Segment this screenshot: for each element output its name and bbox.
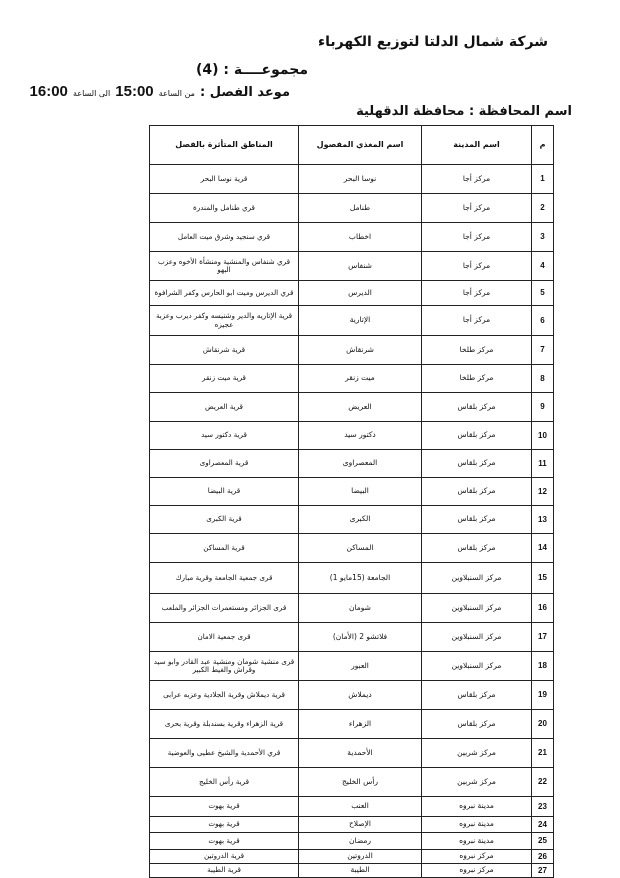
- row-feeder: المعصراوى: [299, 450, 422, 478]
- table-row: [150, 768, 554, 797]
- row-areas: قرية الزهراء وقرية بسندبلة وقرية بحرى: [150, 710, 299, 739]
- row-areas: قرية العريض: [150, 393, 299, 422]
- cut-label: موعد الفصل :: [200, 85, 290, 100]
- row-city: مدينة نبروه: [422, 817, 532, 833]
- row-areas: قرية الطيبة: [150, 864, 299, 878]
- row-city: مركز أجا: [422, 252, 532, 281]
- table-row: [150, 365, 554, 393]
- row-areas: قرية المساكن: [150, 534, 299, 563]
- table-row: [150, 563, 554, 594]
- row-city: مركز السنبلاوين: [422, 652, 532, 681]
- row-areas: قرية بهوت: [150, 817, 299, 833]
- row-number: 8: [532, 365, 554, 393]
- row-city: مركز طلخا: [422, 336, 532, 365]
- table-header-row: [150, 126, 554, 165]
- row-feeder: الدروتين: [299, 850, 422, 864]
- row-areas: قري الديرس وميت ابو الحارس وكفر الشرافوة: [150, 281, 299, 306]
- cut-schedule: [29, 81, 290, 100]
- row-number: 2: [532, 194, 554, 223]
- row-city: مركز بلقاس: [422, 681, 532, 710]
- row-number: 5: [532, 281, 554, 306]
- row-city: مركز أجا: [422, 194, 532, 223]
- row-areas: قرية البيضا: [150, 478, 299, 506]
- table-row: [150, 534, 554, 563]
- row-city: مركز أجا: [422, 306, 532, 336]
- row-feeder: ميت زنقر: [299, 365, 422, 393]
- table-row: [150, 850, 554, 864]
- row-city: مركز نبروه: [422, 850, 532, 864]
- row-number: 23: [532, 797, 554, 817]
- table-row: [150, 194, 554, 223]
- row-feeder: شومان: [299, 594, 422, 623]
- table-row: [150, 797, 554, 817]
- row-feeder: طنامل: [299, 194, 422, 223]
- governorate-title: اسم المحافظة : محافظة الدقهلية: [356, 104, 572, 119]
- row-number: 16: [532, 594, 554, 623]
- row-city: مركز أجا: [422, 281, 532, 306]
- row-areas: قري سنجيد وشرق ميت العامل: [150, 223, 299, 252]
- row-feeder: شنفاس: [299, 252, 422, 281]
- row-number: 17: [532, 623, 554, 652]
- table-row: [150, 817, 554, 833]
- row-feeder: نوسا البحر: [299, 165, 422, 194]
- row-number: 13: [532, 506, 554, 534]
- table-row: [150, 306, 554, 336]
- to-label: الى الساعة: [73, 89, 111, 98]
- row-number: 27: [532, 864, 554, 878]
- row-number: 25: [532, 833, 554, 850]
- row-areas: قرى الجزائر ومستعمرات الجزائر والملعب: [150, 594, 299, 623]
- row-areas: قرية ميت زنقر: [150, 365, 299, 393]
- row-city: مركز نبروه: [422, 864, 532, 878]
- row-areas: قرية بهوت: [150, 833, 299, 850]
- table-row: [150, 281, 554, 306]
- row-areas: قرية الكبرى: [150, 506, 299, 534]
- table-row: [150, 833, 554, 850]
- table-row: [150, 506, 554, 534]
- row-feeder: العنب: [299, 797, 422, 817]
- to-time: 16:00: [29, 83, 68, 100]
- table-row: [150, 710, 554, 739]
- table-row: [150, 422, 554, 450]
- row-feeder: شرنقاش: [299, 336, 422, 365]
- row-number: 24: [532, 817, 554, 833]
- row-areas: قري شنفاس والمنشية ومنشأة الأخوه وعزب البهو: [150, 252, 299, 281]
- row-feeder: الأحمدية: [299, 739, 422, 768]
- row-city: مركز شربين: [422, 739, 532, 768]
- row-areas: قري الأحمدية والشيخ عطيى والعوضية: [150, 739, 299, 768]
- row-number: 9: [532, 393, 554, 422]
- table-row: [150, 864, 554, 878]
- row-areas: قرية ديملاش وقرية الجلادية وعزبه عرابى: [150, 681, 299, 710]
- row-city: مركز بلقاس: [422, 534, 532, 563]
- row-feeder: الطيبة: [299, 864, 422, 878]
- row-feeder: الإتارية: [299, 306, 422, 336]
- row-number: 19: [532, 681, 554, 710]
- row-areas: قرية بهوت: [150, 797, 299, 817]
- row-feeder: دكتور سيد: [299, 422, 422, 450]
- row-areas: قرية نوسا البحر: [150, 165, 299, 194]
- row-number: 4: [532, 252, 554, 281]
- col-header-feeder: اسم المغذي المفصول: [299, 126, 422, 165]
- row-number: 7: [532, 336, 554, 365]
- row-areas: قرية الدروتين: [150, 850, 299, 864]
- row-areas: قرية الإتاريه والدير وشنيسه وكفر ديرب وعزبة عجيزه: [150, 306, 299, 336]
- outage-table: [149, 125, 554, 878]
- row-city: مركز السنبلاوين: [422, 623, 532, 652]
- table-row: [150, 739, 554, 768]
- row-number: 1: [532, 165, 554, 194]
- from-time: 15:00: [115, 83, 154, 100]
- table-row: [150, 336, 554, 365]
- table-body: [150, 165, 554, 878]
- row-number: 22: [532, 768, 554, 797]
- row-areas: قرى منشية شومان ومنشية عبد القادر وابو سيد وقراش والغيط الكبير: [150, 652, 299, 681]
- row-feeder: الديرس: [299, 281, 422, 306]
- row-feeder: العريض: [299, 393, 422, 422]
- table-row: [150, 623, 554, 652]
- row-number: 6: [532, 306, 554, 336]
- row-city: مركز بلقاس: [422, 393, 532, 422]
- row-city: مدينة نبروه: [422, 833, 532, 850]
- row-feeder: الكبرى: [299, 506, 422, 534]
- row-number: 26: [532, 850, 554, 864]
- row-number: 3: [532, 223, 554, 252]
- row-number: 21: [532, 739, 554, 768]
- row-number: 15: [532, 563, 554, 594]
- row-city: مركز السنبلاوين: [422, 594, 532, 623]
- company-name: شركة شمال الدلتا لتوزيع الكهرباء: [318, 34, 548, 50]
- row-number: 10: [532, 422, 554, 450]
- row-areas: قرى جمعية الجامعة وقرية مبارك: [150, 563, 299, 594]
- col-header-city: اسم المدينة: [422, 126, 532, 165]
- row-city: مركز بلقاس: [422, 450, 532, 478]
- row-feeder: الجامعة (15مايو 1): [299, 563, 422, 594]
- row-feeder: رأس الخليج: [299, 768, 422, 797]
- row-city: مركز طلخا: [422, 365, 532, 393]
- row-areas: قرى جمعية الامان: [150, 623, 299, 652]
- table-row: [150, 393, 554, 422]
- table-row: [150, 652, 554, 681]
- row-areas: قري طنامل والمندرة: [150, 194, 299, 223]
- table-row: [150, 681, 554, 710]
- row-number: 11: [532, 450, 554, 478]
- row-feeder: فلاتشو 2 (الأمان): [299, 623, 422, 652]
- row-city: مركز بلقاس: [422, 506, 532, 534]
- row-areas: قرية دكتور سيد: [150, 422, 299, 450]
- group-number: مجموعــــة : (4): [196, 62, 309, 78]
- row-areas: قرية رأس الخليج: [150, 768, 299, 797]
- row-city: مدينة نبروه: [422, 797, 532, 817]
- row-feeder: ديملاش: [299, 681, 422, 710]
- row-number: 14: [532, 534, 554, 563]
- row-city: مركز بلقاس: [422, 422, 532, 450]
- row-city: مركز السنبلاوين: [422, 563, 532, 594]
- row-number: 12: [532, 478, 554, 506]
- row-areas: قرية شرنقاش: [150, 336, 299, 365]
- col-header-number: م: [532, 126, 554, 165]
- table-row: [150, 223, 554, 252]
- row-city: مركز بلقاس: [422, 478, 532, 506]
- row-feeder: البيضا: [299, 478, 422, 506]
- table-row: [150, 450, 554, 478]
- row-feeder: رمضان: [299, 833, 422, 850]
- table-row: [150, 594, 554, 623]
- table-row: [150, 165, 554, 194]
- row-areas: قرية المعصراوى: [150, 450, 299, 478]
- row-feeder: العبور: [299, 652, 422, 681]
- table-row: [150, 478, 554, 506]
- row-city: مركز أجا: [422, 223, 532, 252]
- row-feeder: اخطاب: [299, 223, 422, 252]
- col-header-areas: المناطق المتأثرة بالفصل: [150, 126, 299, 165]
- row-feeder: المساكن: [299, 534, 422, 563]
- row-city: مركز أجا: [422, 165, 532, 194]
- table-row: [150, 252, 554, 281]
- row-city: مركز بلقاس: [422, 710, 532, 739]
- row-feeder: الزهراء: [299, 710, 422, 739]
- row-number: 18: [532, 652, 554, 681]
- from-label: من الساعة: [158, 89, 195, 98]
- row-city: مركز شربين: [422, 768, 532, 797]
- row-number: 20: [532, 710, 554, 739]
- row-feeder: الإصلاح: [299, 817, 422, 833]
